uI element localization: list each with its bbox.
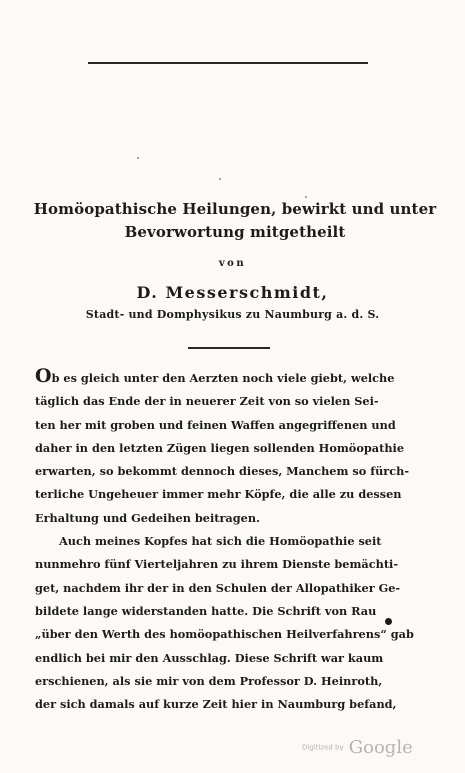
top-rule <box>88 62 368 64</box>
paragraph-line: erwarten, so bekommt dennoch dieses, Manchem so fürch- <box>35 464 410 479</box>
paragraph-line: terliche Ungeheuer immer mehr Köpfe, die alle zu dessen <box>35 487 402 502</box>
paragraph-line: endlich bei mir den Ausschlag. Diese Schrift war kaum <box>35 650 384 665</box>
paragraph-2 <box>35 530 414 716</box>
paragraph-line: erschienen, als sie mir von dem Professor D. Heinroth, <box>35 673 383 688</box>
author-name: D. Messerschmidt, <box>136 283 329 302</box>
body-text <box>35 365 414 716</box>
paragraph-line: Auch meines Kopfes hat sich die Homöopathie seit <box>59 534 382 549</box>
title-line-2: Bevorwortung mitgetheilt <box>124 223 346 241</box>
author-affiliation: Stadt- und Domphysikus zu Naumburg a. d. S. <box>85 308 380 321</box>
article-title <box>30 198 440 244</box>
byline-von: von <box>218 258 247 269</box>
section-rule <box>188 347 270 349</box>
paragraph-line: bildete lange widerstanden hatte. Die Schrift von Rau <box>35 603 377 618</box>
paragraph-line: täglich das Ende der in neuerer Zeit von so vielen Sei- <box>35 394 379 409</box>
paragraph-line: daher in den letzten Zügen liegen sollenden Homöopathie <box>35 440 405 455</box>
paragraph-line: get, nachdem ihr der in den Schulen der Allopathiker Ge- <box>35 580 401 595</box>
paper-speck <box>137 157 139 159</box>
paragraph-line: „über den Werth des homöopathischen Heilverfahrens“ gab <box>35 627 414 642</box>
paragraph-line: nunmehro fünf Vierteljahren zu ihrem Dienste bemächti- <box>35 557 399 572</box>
watermark-prefix: Digitized by <box>302 743 344 752</box>
paper-speck <box>219 178 221 180</box>
watermark-brand: Google <box>348 737 413 758</box>
drop-cap: O <box>35 365 52 387</box>
paragraph-line: der sich damals auf kurze Zeit hier in Naumburg befand, <box>35 697 397 712</box>
margin-ink-dot <box>385 618 392 625</box>
paper-speck <box>305 196 307 198</box>
paragraph-line: Erhaltung und Gedeihen beitragen. <box>35 510 260 525</box>
title-line-1: Homöopathische Heilungen, bewirkt und unter <box>33 200 437 218</box>
paragraph-line-text: b es gleich unter den Aerzten noch viele giebt, welche <box>51 371 395 385</box>
digitized-watermark <box>302 737 413 758</box>
paragraph-1 <box>35 365 410 530</box>
paragraph-line <box>35 365 395 390</box>
paragraph-line: ten her mit groben und feinen Waffen angegriffenen und <box>35 417 396 432</box>
